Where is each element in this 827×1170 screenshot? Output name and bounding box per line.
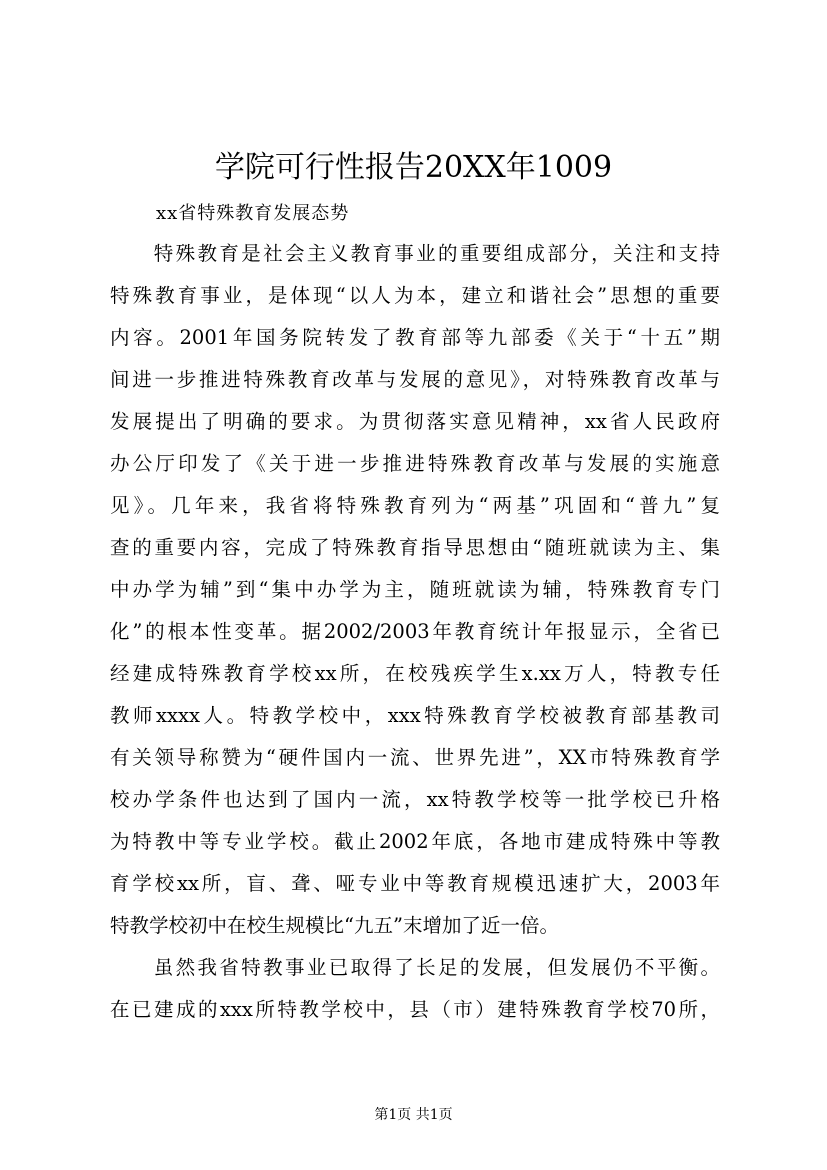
paragraph-line: 查的重要内容，完成了特殊教育指导思想由“随班就读为主、集	[110, 536, 720, 559]
paragraph-line: 特教学校初中在校生规模比“九五”末增加了近一倍。	[110, 914, 559, 937]
paragraph-line: 化”的根本性变革。据2002/2003年教育统计年报显示，全省已	[110, 620, 720, 643]
paragraph-line: 见》。几年来，我省将特殊教育列为“两基”巩固和“普九”复	[110, 494, 720, 517]
paragraph-line: 为特教中等专业学校。截止2002年底，各地市建成特殊中等教	[110, 830, 720, 853]
paragraph-line: 教师xxxx人。特教学校中，xxx特殊教育学校被教育部基教司	[110, 704, 720, 727]
document-subheading: xx省特殊教育发展态势	[156, 203, 350, 224]
paragraph-line: 发展提出了明确的要求。为贯彻落实意见精神，xx省人民政府	[110, 410, 720, 433]
paragraph-line: 经建成特殊教育学校xx所，在校残疾学生x.xx万人，特教专任	[110, 662, 720, 685]
paragraph-line: 中办学为辅”到“集中办学为主，随班就读为辅，特殊教育专门	[110, 578, 720, 601]
paragraph-line: 有关领导称赞为“硬件国内一流、世界先进”，XX市特殊教育学	[110, 746, 720, 769]
paragraph-line: 在已建成的xxx所特教学校中，县（市）建特殊教育学校70所，	[110, 998, 720, 1021]
paragraph-line: 办公厅印发了《关于进一步推进特殊教育改革与发展的实施意	[110, 452, 720, 475]
paragraph-line: 特殊教育事业，是体现“以人为本，建立和谐社会”思想的重要	[110, 284, 720, 307]
paragraph-line: 内容。2001年国务院转发了教育部等九部委《关于“十五”期	[110, 326, 720, 349]
paragraph-line: 间进一步推进特殊教育改革与发展的意见》，对特殊教育改革与	[110, 368, 720, 391]
page-footer: 第1页 共1页	[374, 1107, 453, 1123]
paragraph-line: 校办学条件也达到了国内一流，xx特教学校等一批学校已升格	[110, 788, 720, 811]
document-title: 学院可行性报告20XX年1009	[214, 150, 613, 185]
paragraph-line: 特殊教育是社会主义教育事业的重要组成部分，关注和支持	[110, 242, 720, 265]
paragraph-line: 虽然我省特教事业已取得了长足的发展，但发展仍不平衡。	[110, 956, 720, 979]
paragraph-line: 育学校xx所，盲、聋、哑专业中等教育规模迅速扩大，2003年	[110, 872, 720, 895]
